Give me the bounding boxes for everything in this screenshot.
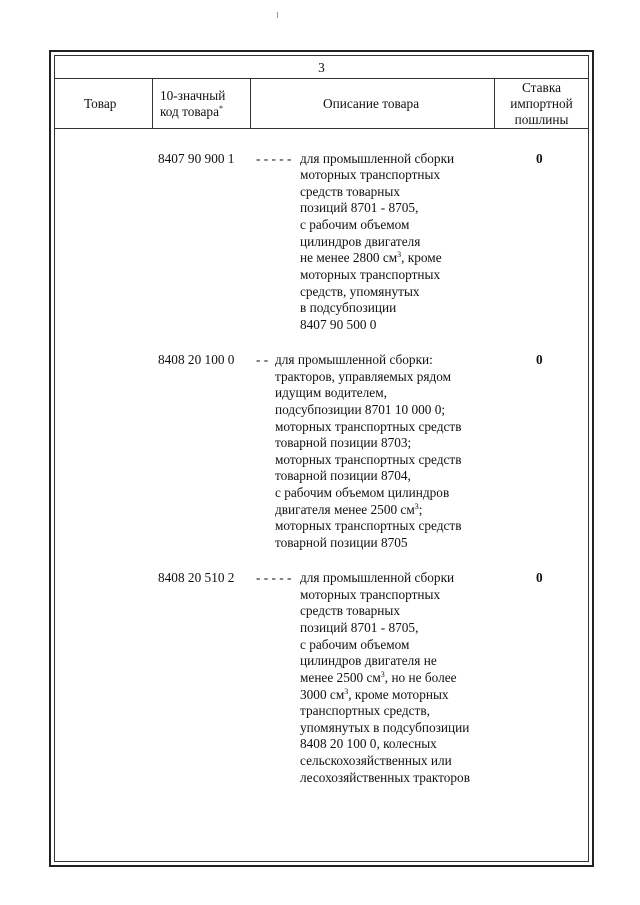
header-code-mark: * [218,104,223,113]
row-desc-line: с рабочим объемом [300,637,410,652]
row-desc-line: с рабочим объемом цилиндров [275,485,450,500]
row-dashes: - - - - - [256,151,292,166]
row-desc-line: моторных транспортных [300,267,441,282]
row-desc-tail: , кроме моторных [348,687,449,702]
row-desc-line: подсубпозиции 8701 10 000 0; [275,402,446,417]
page-number: 3 [318,60,325,75]
row-desc-line: моторных транспортных средств [275,518,462,533]
row-desc-line: 8407 90 500 0 [300,317,377,332]
row-desc-text: менее 2500 см [300,670,381,685]
row-desc-text: двигателя менее 2500 см [275,502,415,517]
row-rate: 0 [536,570,543,585]
row-desc-line: товарной позиции 8704, [275,468,411,483]
row-desc-line: моторных транспортных средств [275,452,462,467]
row-desc-line: моторных транспортных средств [275,419,462,434]
superscript: 3 [397,250,402,259]
row-desc-line: тракторов, управляемых рядом [275,369,452,384]
row-desc-line: товарной позиции 8703; [275,435,412,450]
row-desc-line [300,250,442,267]
row-desc-tail: ; [418,502,423,517]
row-desc-line: с рабочим объемом [300,217,410,232]
row-desc-line: моторных транспортных [300,167,441,182]
row-desc-text: 3000 см [300,687,345,702]
row-desc-tail: , но не более [384,670,457,685]
header-code-line1: 10-значный [160,88,226,103]
superscript: 3 [414,502,419,511]
header-rate-line1: Ставка [521,80,561,95]
row-desc-line: товарной позиции 8705 [275,535,408,550]
row-desc-tail: , кроме [401,250,442,265]
row-desc-line [300,670,457,687]
row-desc-line: для промышленной сборки: [275,352,433,367]
row-dashes: - - [256,352,269,367]
row-desc-line: позиций 8701 - 8705, [300,200,419,215]
row-desc-line: позиций 8701 - 8705, [300,620,419,635]
row-desc-line [300,687,449,704]
scan-mark-top [277,12,278,18]
header-description: Описание товара [323,96,420,111]
row-desc-line: для промышленной сборки [300,570,455,585]
row-code: 8408 20 100 0 [158,352,235,367]
page-number-divider [54,78,589,79]
row-desc-line: средств товарных [300,603,400,618]
row-desc-line: средств товарных [300,184,400,199]
row-rate: 0 [536,352,543,367]
row-dashes: - - - - - [256,570,292,585]
row-desc-line: цилиндров двигателя [300,234,421,249]
row-code: 8408 20 510 2 [158,570,235,585]
header-rate-line2: импортной [510,96,573,111]
row-desc-line: средств, упомянутых [300,284,420,299]
row-desc-line: сельскохозяйственных или [300,753,452,768]
row-desc-line: лесохозяйственных тракторов [300,770,470,785]
row-desc-line [275,502,422,519]
header-divider-1 [152,78,153,128]
header-rate-line3: пошлины [514,112,569,127]
row-rate: 0 [536,151,543,166]
row-code: 8407 90 900 1 [158,151,235,166]
header-divider-2 [250,78,251,128]
row-desc-line: идущим водителем, [275,385,387,400]
row-desc-line: в подсубпозиции [300,300,397,315]
row-desc-line: моторных транспортных [300,587,441,602]
header-goods: Товар [84,96,117,111]
row-desc-line: транспортных средств, [300,703,430,718]
header-code-line2 [160,104,223,121]
superscript: 3 [344,687,349,696]
row-desc-line: 8408 20 100 0, колесных [300,736,437,751]
superscript: 3 [380,670,385,679]
header-code-text: код товара [160,104,219,119]
row-desc-text: не менее 2800 см [300,250,398,265]
row-desc-line: упомянутых в подсубпозиции [300,720,470,735]
row-desc-line: для промышленной сборки [300,151,455,166]
row-desc-line: цилиндров двигателя не [300,653,437,668]
